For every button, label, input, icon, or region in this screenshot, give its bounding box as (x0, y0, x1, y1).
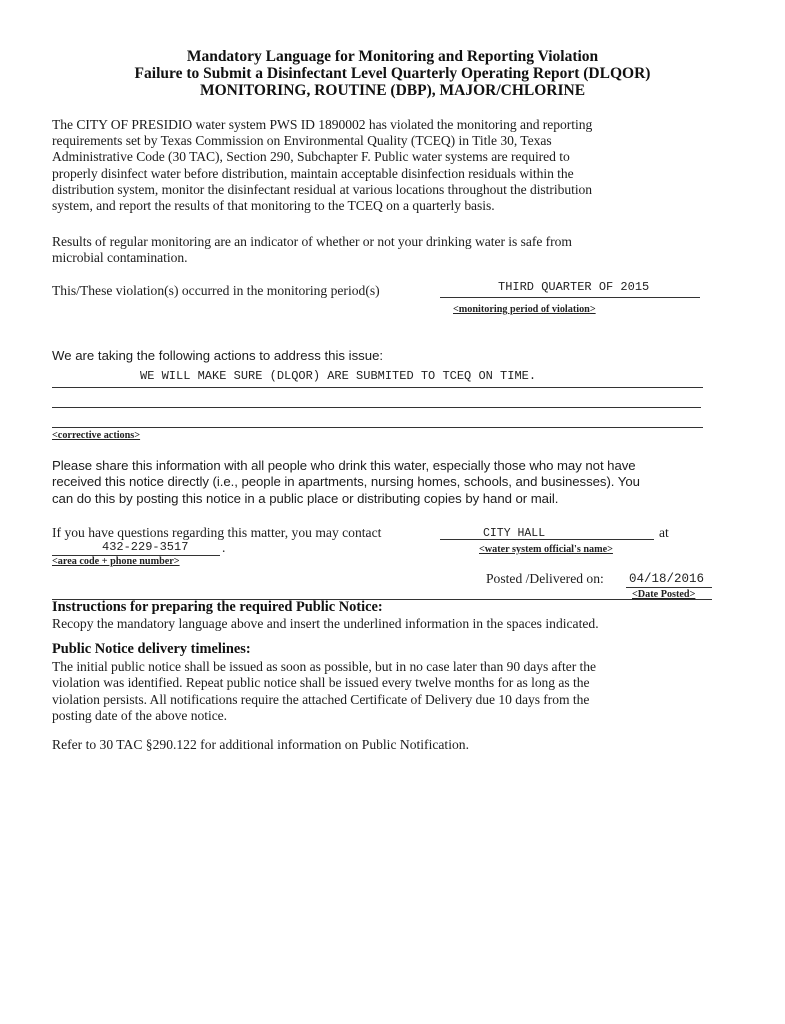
posted-date-underline (626, 587, 712, 588)
actions-value: WE WILL MAKE SURE (DLQOR) ARE SUBMITED TO TCEQ ON TIME. (140, 369, 537, 383)
phone-hint: <area code + phone number> (52, 556, 180, 567)
reference-text: Refer to 30 TAC §290.122 for additional information on Public Notification. (52, 737, 469, 752)
intro-line: The CITY OF PRESIDIO water system PWS ID 1890002 has violated the monitoring and reporting (52, 117, 593, 132)
results-paragraph (52, 234, 712, 266)
monitoring-period-label: This/These violation(s) occurred in the monitoring period(s) (52, 283, 380, 298)
actions-label: We are taking the following actions to address this issue: (52, 348, 384, 363)
intro-line: requirements set by Texas Commission on Environmental Quality (TCEQ) in Title 30, Texas (52, 133, 552, 149)
phone-value: 432-229-3517 (102, 540, 189, 554)
intro-line: Administrative Code (30 TAC), Section 290, Subchapter F. Public water systems are required to (52, 149, 570, 165)
actions-hint: <corrective actions> (52, 430, 141, 441)
intro-paragraph (52, 117, 712, 214)
share-line: Please share this information with all people who drink this water, especially those who may not have (52, 458, 636, 473)
timelines-line: The initial public notice shall be issued as soon as possible, but in no case later than 90 days after the (52, 659, 596, 674)
intro-line: system, and report the results of that monitoring to the TCEQ on a quarterly basis. (52, 198, 495, 214)
instructions-text: Recopy the mandatory language above and insert the underlined information in the spaces indicated. (52, 616, 599, 631)
phone-period: . (222, 540, 226, 555)
timelines-paragraph (52, 659, 732, 724)
title-line-1: Mandatory Language for Monitoring and Reporting Violation (186, 48, 599, 65)
official-name-underline (440, 539, 654, 540)
title-line-2: Failure to Submit a Disinfectant Level Quarterly Operating Report (DLQOR) (134, 65, 651, 82)
intro-line: distribution system, monitor the disinfectant residual at various locations throughout the distribution (52, 181, 593, 197)
official-name-value: CITY HALL (483, 527, 546, 540)
share-line: received this notice directly (i.e., people in apartments, nursing homes, schools, and businesses). You (52, 474, 640, 490)
timelines-line: violation was identified. Repeat public notice shall be issued every twelve months for as long as the (52, 675, 590, 691)
share-line: can do this by posting this notice in a public place or distributing copies by hand or mail. (52, 490, 559, 506)
posted-label: Posted /Delivered on: (486, 571, 604, 586)
title-line-3: MONITORING, ROUTINE (DBP), MAJOR/CHLORINE (199, 82, 586, 99)
timelines-line: posting date of the above notice. (52, 707, 228, 723)
monitoring-period-value: THIRD QUARTER OF 2015 (498, 280, 650, 294)
contact-at: at (659, 525, 669, 540)
actions-line-3 (52, 427, 703, 428)
posted-date-hint: <Date Posted> (632, 589, 696, 600)
posted-date-value: 04/18/2016 (629, 572, 705, 586)
monitoring-period-hint: <monitoring period of violation> (453, 304, 596, 315)
timelines-heading: Public Notice delivery timelines: (52, 641, 251, 657)
actions-line-1 (52, 387, 703, 388)
instructions-heading: Instructions for preparing the required Public Notice: (52, 599, 383, 615)
intro-line: properly disinfect water before distribution, maintain acceptable disinfection residuals within the (52, 165, 574, 181)
results-line: microbial contamination. (52, 250, 188, 266)
results-line: Results of regular monitoring are an indicator of whether or not your drinking water is safe from (52, 234, 572, 249)
actions-line-2 (52, 407, 701, 408)
contact-label: If you have questions regarding this matter, you may contact (52, 525, 382, 540)
official-name-hint: <water system official's name> (479, 544, 613, 555)
timelines-line: violation persists. All notifications require the attached Certificate of Delivery due 10 days from the (52, 691, 590, 707)
monitoring-period-underline (440, 297, 700, 298)
share-paragraph (52, 458, 722, 507)
